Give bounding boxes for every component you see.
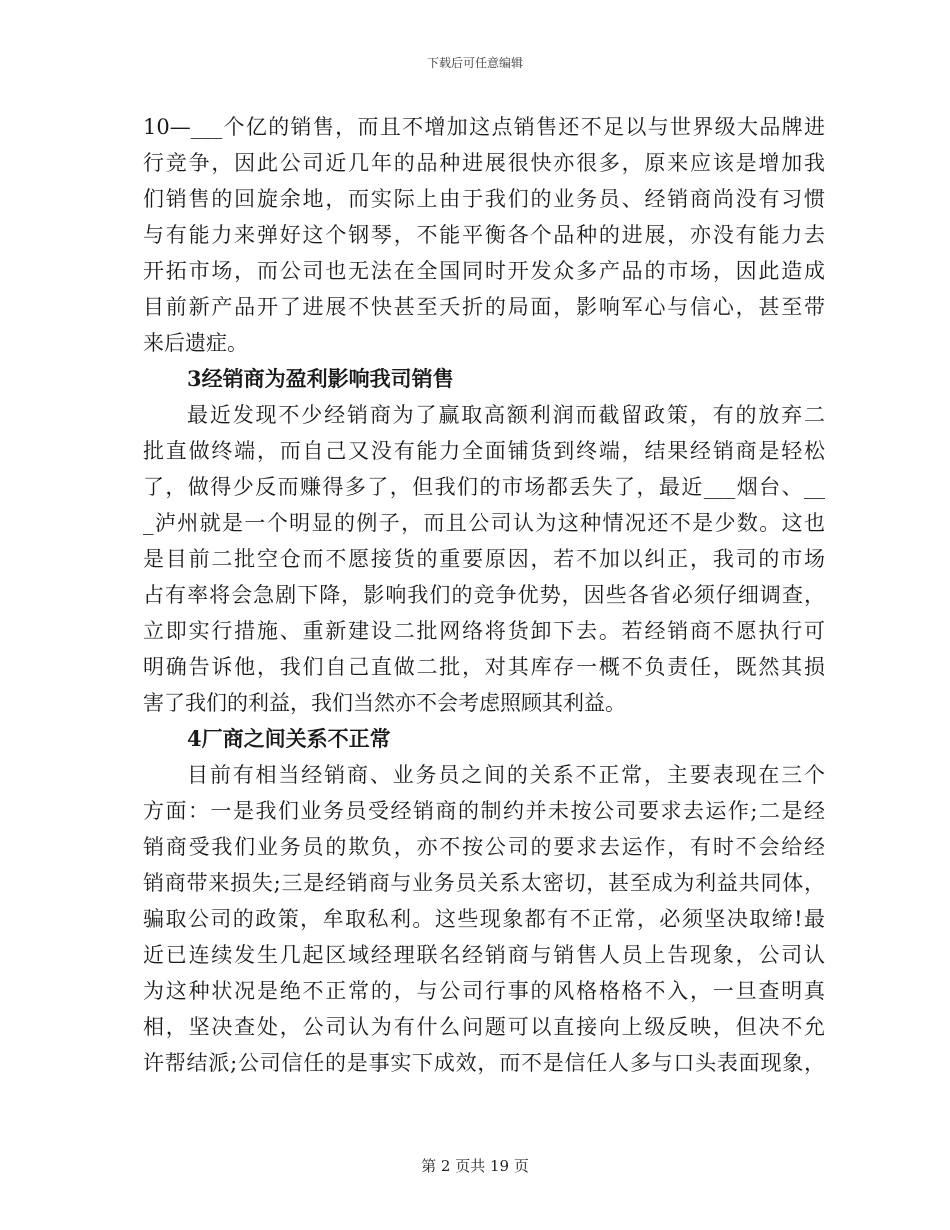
paragraph-line: 方面：一是我们业务员受经销商的制约并未按公司要求去运作;二是经 [143, 799, 825, 823]
section-heading: 3经销商为盈利影响我司销售 [187, 366, 454, 391]
paragraph-line: 来后遗症。 [143, 331, 248, 355]
section-heading: 4厂商之间关系不正常 [187, 726, 391, 751]
paragraph-line: 许帮结派;公司信任的是事实下成效，而不是信任人多与口头表面现象， [143, 1051, 825, 1075]
document-body [143, 109, 825, 1081]
paragraph-line: 最近发现不少经销商为了赢取高额利润而截留政策，有的放弃二 [187, 403, 825, 427]
paragraph-line: 们销售的回旋余地，而实际上由于我们的业务员、经销商尚没有习惯 [143, 187, 825, 211]
paragraph-line: 害了我们的利益，我们当然亦不会考虑照顾其利益。 [143, 691, 626, 715]
paragraph-line: 目前有相当经销商、业务员之间的关系不正常，主要表现在三个 [187, 763, 825, 787]
page-header: 下载后可任意编辑 [426, 56, 523, 70]
paragraph-line: 了，做得少反而赚得多了，但我们的市场都丢失了，最近___烟台、__ [143, 475, 825, 499]
paragraph-line: 是目前二批空仓而不愿接货的重要原因，若不加以纠正，我司的市场 [143, 547, 825, 571]
paragraph-line: 骗取公司的政策，牟取私利。这些现象都有不正常，必须坚决取缔!最 [143, 907, 825, 931]
paragraph-line: 销商带来损失;三是经销商与业务员关系太密切，甚至成为利益共同体， [143, 871, 825, 895]
paragraph-line: 占有率将会急剧下降，影响我们的竞争优势，因些各省必须仔细调查， [143, 583, 825, 607]
paragraph-line: 目前新产品开了进展不快甚至夭折的局面，影响军心与信心，甚至带 [143, 295, 825, 319]
paragraph-line: 开拓市场，而公司也无法在全国同时开发众多产品的市场，因此造成 [143, 259, 825, 283]
paragraph-line: _泸州就是一个明显的例子，而且公司认为这种情况还不是少数。这也 [143, 511, 825, 535]
paragraph-line: 行竞争，因此公司近几年的品种进展很快亦很多，原来应该是增加我 [143, 151, 825, 175]
paragraph-line: 为这种状况是绝不正常的，与公司行事的风格格格不入，一旦查明真 [143, 979, 825, 1003]
page-number: 第 2 页共 19 页 [421, 1157, 529, 1175]
paragraph-line: 近已连续发生几起区域经理联名经销商与销售人员上告现象，公司认 [143, 943, 825, 967]
paragraph-line: 立即实行措施、重新建设二批网络将货卸下去。若经销商不愿执行可 [143, 619, 825, 643]
paragraph-line: 销商受我们业务员的欺负，亦不按公司的要求去运作，有时不会给经 [143, 835, 825, 859]
paragraph-line: 相，坚决查处，公司认为有什么问题可以直接向上级反映，但决不允 [143, 1015, 825, 1039]
paragraph-line: 明确告诉他，我们自己直做二批，对其库存一概不负责任，既然其损 [143, 655, 825, 679]
paragraph-line: 10—___个亿的销售，而且不增加这点销售还不足以与世界级大品牌进 [143, 115, 825, 139]
paragraph-line: 与有能力来弹好这个钢琴，不能平衡各个品种的进展，亦没有能力去 [143, 223, 825, 247]
paragraph-line: 批直做终端，而自己又没有能力全面铺货到终端，结果经销商是轻松 [143, 439, 825, 463]
